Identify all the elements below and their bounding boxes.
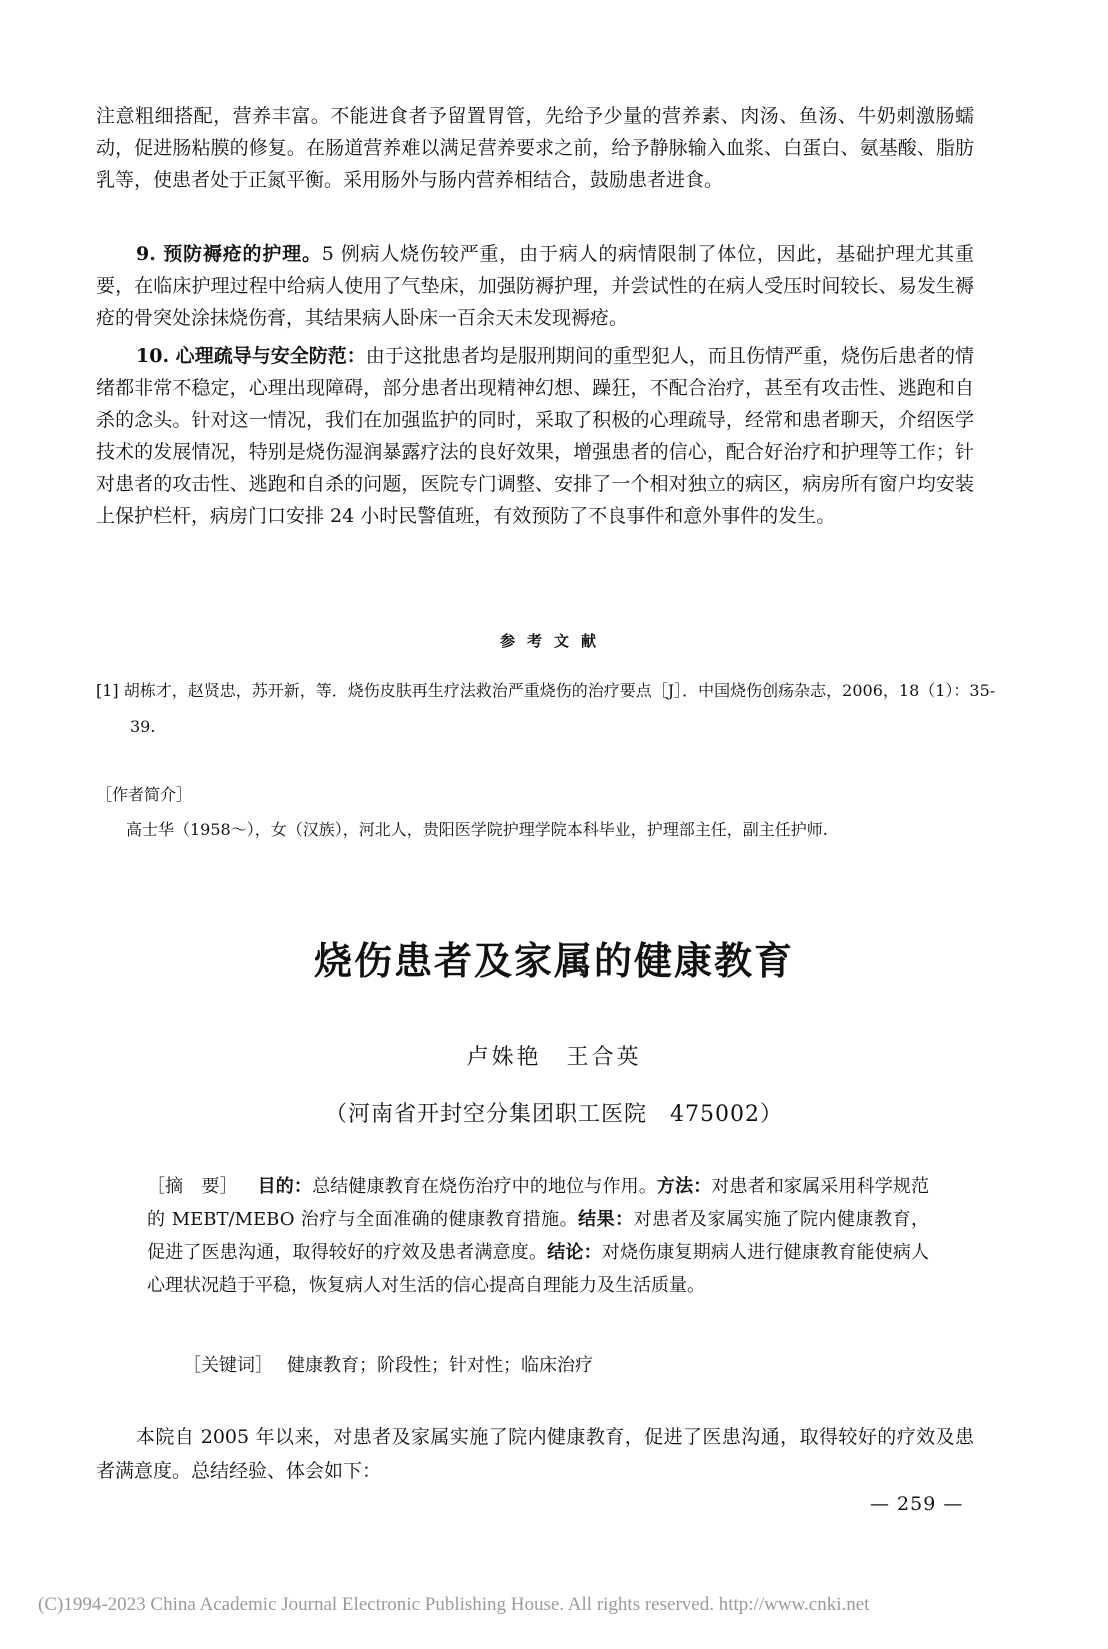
paragraph-heading: 9. 预防褥疮的护理。: [136, 243, 322, 265]
article-title: 烧伤患者及家属的健康教育: [313, 939, 794, 983]
abstract-text-method: 对患者和家属采用科学规范的 MEBT/MEBO 治疗与全面准确的健康教育措施。: [147, 1176, 930, 1230]
abstract-tag: ［摘 要］: [147, 1176, 238, 1197]
paragraph-text: 注意粗细搭配，营养丰富。不能进食者予留置胃管，先给予少量的营养素、肉汤、鱼汤、牛奶刺激肠蠕动，促进肠粘膜的修复。在肠道营养难以满足营养要求之前，给予静脉输入血浆、白蛋白、氨基酸、脂肪乳等，使患者处于正氮平衡。采用肠外与肠内营养相结合，鼓励患者进食。: [96, 105, 974, 191]
abstract-label-conclusion: 结论：: [547, 1242, 602, 1263]
article-intro: 本院自 2005 年以来，对患者及家属实施了院内健康教育，促进了医患沟通，取得较好的疗效及患者满意度。总结经验、体会如下：: [96, 1426, 974, 1482]
abstract-text-objective: 总结健康教育在烧伤治疗中的地位与作用。: [312, 1176, 657, 1197]
paragraph-heading: 10. 心理疏导与安全防范：: [136, 345, 366, 367]
paragraph-text: 5 例病人烧伤较严重，由于病人的病情限制了体位，因此，基础护理尤其重要，在临床护理过程中给病人使用了气垫床，加强防褥护理，并尝试性的在病人受压时间较长、易发生褥疮的骨突处涂抹烧伤膏，其结果病人卧床一百余天未发现褥疮。: [96, 243, 975, 329]
abstract-text-conclusion: 对烧伤康复期病人进行健康教育能使病人心理状况趋于平稳，恢复病人对生活的信心提高自理能力及生活质量。: [147, 1242, 930, 1296]
paragraph-bedsore-care: [96, 238, 974, 334]
author-bio-text: 高士华（1958～），女（汉族），河北人，贵阳医学院护理学院本科毕业，护理部主任，副主任护师.: [126, 820, 828, 839]
author-bio-label: ［作者简介］: [96, 785, 193, 804]
keywords: [183, 1349, 943, 1382]
paragraph-text: 由于这批患者均是服刑期间的重型犯人，而且伤情严重，烧伤后患者的情绪都非常不稳定，心理出现障碍，部分患者出现精神幻想、躁狂，不配合治疗，甚至有攻击性、逃跑和自杀的念头。针对这一情况，我们在加强监护的同时，采取了积极的心理疏导，经常和患者聊天，介绍医学技术的发展情况，特别是烧伤湿润暴露疗法的良好效果，增强患者的信心，配合好治疗和护理等工作；针对患者的攻击性、逃跑和自杀的问题，医院专门调整、安排了一个相对独立的病区，病房所有窗户均安装上保护栏杆，病房门口安排 24 小时民警值班，有效预防了不良事件和意外事件的发生。: [96, 345, 974, 527]
paragraph-nutrition: [96, 100, 974, 196]
abstract-label-method: 方法：: [656, 1176, 712, 1197]
references-heading: 参考文献: [499, 632, 608, 650]
copyright-footer: (C)1994-2023 China Academic Journal Electronic Publishing House. All rights reserved. http://www.cnki.net: [38, 1594, 870, 1615]
paragraph-psychological-care: [96, 340, 974, 532]
abstract: [147, 1170, 929, 1302]
abstract-text-result: 对患者及家属实施了院内健康教育，促进了医患沟通，取得较好的疗效及患者满意度。: [147, 1209, 930, 1263]
abstract-label-result: 结果：: [578, 1209, 634, 1230]
keywords-text: 健康教育；阶段性；针对性；临床治疗: [287, 1355, 593, 1376]
article-authors: 卢姝艳 王合英: [466, 1045, 642, 1070]
abstract-label-objective: 目的：: [257, 1176, 313, 1197]
article-affiliation: （河南省开封空分集团职工医院 475002）: [325, 1102, 783, 1127]
page-number: — 259 —: [870, 1493, 964, 1515]
keywords-tag: ［关键词］: [183, 1355, 273, 1376]
reference-item: [1] 胡栋才，赵贤忠，苏开新，等．烧伤皮肤再生疗法救治严重烧伤的治疗要点［J］．中国烧伤创疡杂志，2006，18（1）：35-39.: [96, 681, 996, 736]
